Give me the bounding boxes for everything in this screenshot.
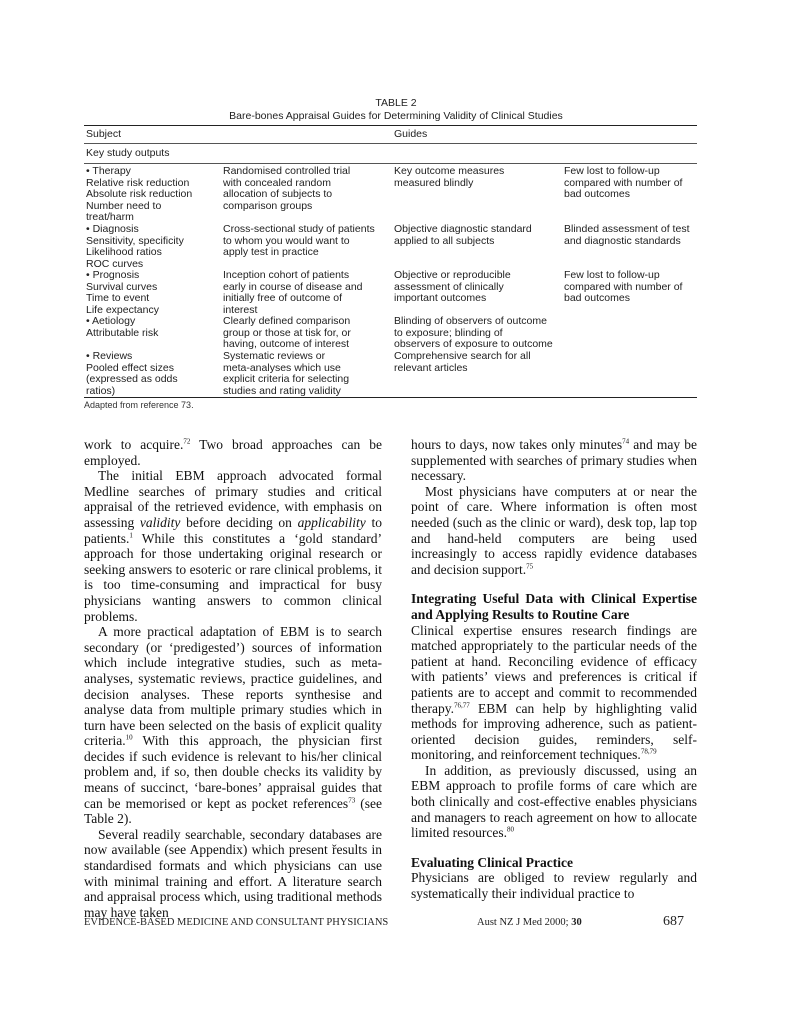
table-header-guides: Guides [394, 128, 428, 140]
table-header-subject: Subject [86, 128, 122, 140]
row-subject: • Therapy Relative risk reduction Absolute risk reduction Number need to treat/harm [86, 165, 193, 224]
row-subject: • Diagnosis Sensitivity, specificity Likelihood ratios ROC curves [86, 223, 184, 270]
row-guide-2: Objective diagnostic standard applied to all subjects [394, 223, 532, 247]
table-footnote: Adapted from reference 73. [84, 400, 194, 410]
row-guide-1: Clearly defined comparison group or those at tisk for, or having, outcome of interest [223, 315, 351, 351]
right-column [411, 437, 697, 902]
row-guide-3: Few lost to follow-up compared with number of bad outcomes [564, 165, 683, 201]
table-title: Bare-bones Appraisal Guides for Determining Validity of Clinical Studies [229, 110, 563, 122]
row-guide-2: Key outcome measures measured blindly [394, 165, 505, 189]
running-title: EVIDENCE-BASED MEDICINE AND CONSULTANT PHYSICIANS [84, 917, 389, 928]
row-subject: • Prognosis Survival curves Time to event Life expectancy [86, 269, 159, 316]
row-subject: • Aetiology Attributable risk [86, 315, 159, 339]
paragraph: hours to days, now takes only minutes$^{74}$ and may be supplemented with searches of primary studies when necessary. [411, 437, 698, 484]
row-guide-2: Comprehensive search for all relevant articles [394, 350, 531, 374]
section-heading: Integrating Useful Data with Clinical Expertise and Applying Results to Routine Care [411, 591, 697, 622]
table-subheader-rule [84, 163, 697, 164]
row-guide-2: Blinding of observers of outcome to exposure; blinding of observers of exposure to outcome [394, 315, 553, 351]
row-guide-1: Systematic reviews or meta-analyses which use explicit criteria for selecting studies and rating validity [223, 350, 350, 397]
table-label: TABLE 2 [375, 97, 417, 109]
table-header-outputs: Key study outputs [86, 147, 170, 159]
paragraph: In addition, as previously discussed, using an EBM approach to profile forms of care which are both clinically and cost-effective enables physicians and managers to reach agreement on how to allocate limited resources.$^{80}$ [411, 762, 697, 841]
row-guide-1: Randomised controlled trial with concealed random allocation of subjects to comparison groups [223, 165, 351, 212]
page-number: 687 [663, 914, 684, 929]
row-subject: • Reviews Pooled effect sizes (expressed as odds ratios) [86, 350, 178, 397]
row-guide-3: Blinded assessment of test and diagnostic standards [564, 223, 690, 247]
paragraph: Several readily searchable, secondary databases are now available (see Appendix) which present řesults in standardised formats and which physicians can use with minimal training and effort. A literature search and appraisal process which, using traditional methods may have taken [84, 826, 382, 920]
row-guide-1: Cross-sectional study of patients to whom you would want to apply test in practice [223, 223, 375, 259]
row-guide-2: Objective or reproducible assessment of clinically important outcomes [394, 269, 511, 305]
table-bottom-rule [84, 397, 697, 398]
paragraph: A more practical adaptation of EBM is to search secondary (or ‘predigested’) sources of information which include integrative studies, such as meta-analyses, systematic reviews, practice guidelines, and decision analyses. These reports synthesise and analyse data from multiple primary studies which in turn have been selected on the basis of explicit quality criteria.$^{10}$ With this approach, the physician first decides if such evidence is relevant to his/her clinical problem and, if so, then double checks its validity by means of succinct, ‘bare-bones’ appraisal guides that can be memorised or kept as pocket references$^{73}$ (see Table 2). [84, 624, 382, 827]
paragraph: Clinical expertise ensures research findings are matched appropriately to the particular needs of the patient at hand. Reconciling evidence of efficacy with patients’ views and preferences is critical if patients are to accept and commit to recommended therapy.$^{76,77}$ EBM can help by highlighting valid methods for improving adherence, such as patient-oriented decision guides, reminders, self-monitoring, and reinforcement techniques.$^{78,79}$ [411, 622, 697, 763]
left-column [84, 437, 382, 920]
journal-citation: Aust NZ J Med 2000; 30 [477, 917, 582, 928]
section-heading: Evaluating Clinical Practice [411, 854, 573, 870]
table-header-rule [84, 143, 697, 144]
paragraph: Most physicians have computers at or near the point of care. Where information is often most needed (such as the clinic or ward), desk top, lap top and hand-held computers are being used increasingly to access rapidly evidence databases and decision support.$^{75}$ [411, 483, 697, 577]
paragraph: work to acquire.$^{72}$ Two broad approaches can be employed. [84, 437, 382, 468]
row-guide-1: Inception cohort of patients early in course of disease and initially free of outcome of interest [223, 269, 363, 316]
paragraph: The initial EBM approach advocated formal Medline searches of primary studies and critical appraisal of the retrieved evidence, with emphasis on assessing validity before deciding on applicability to patients.$^1$ While this constitutes a ‘gold standard’ approach for those undertaking original research or seeking answers to esoteric or rare clinical problems, it is too time-consuming and impractical for busy physicians wanting answers to common clinical problems. [84, 468, 382, 624]
table-top-rule [84, 125, 697, 126]
row-guide-3: Few lost to follow-up compared with number of bad outcomes [564, 269, 683, 305]
paragraph: Physicians are obliged to review regularly and systematically their individual practice to [411, 870, 697, 902]
